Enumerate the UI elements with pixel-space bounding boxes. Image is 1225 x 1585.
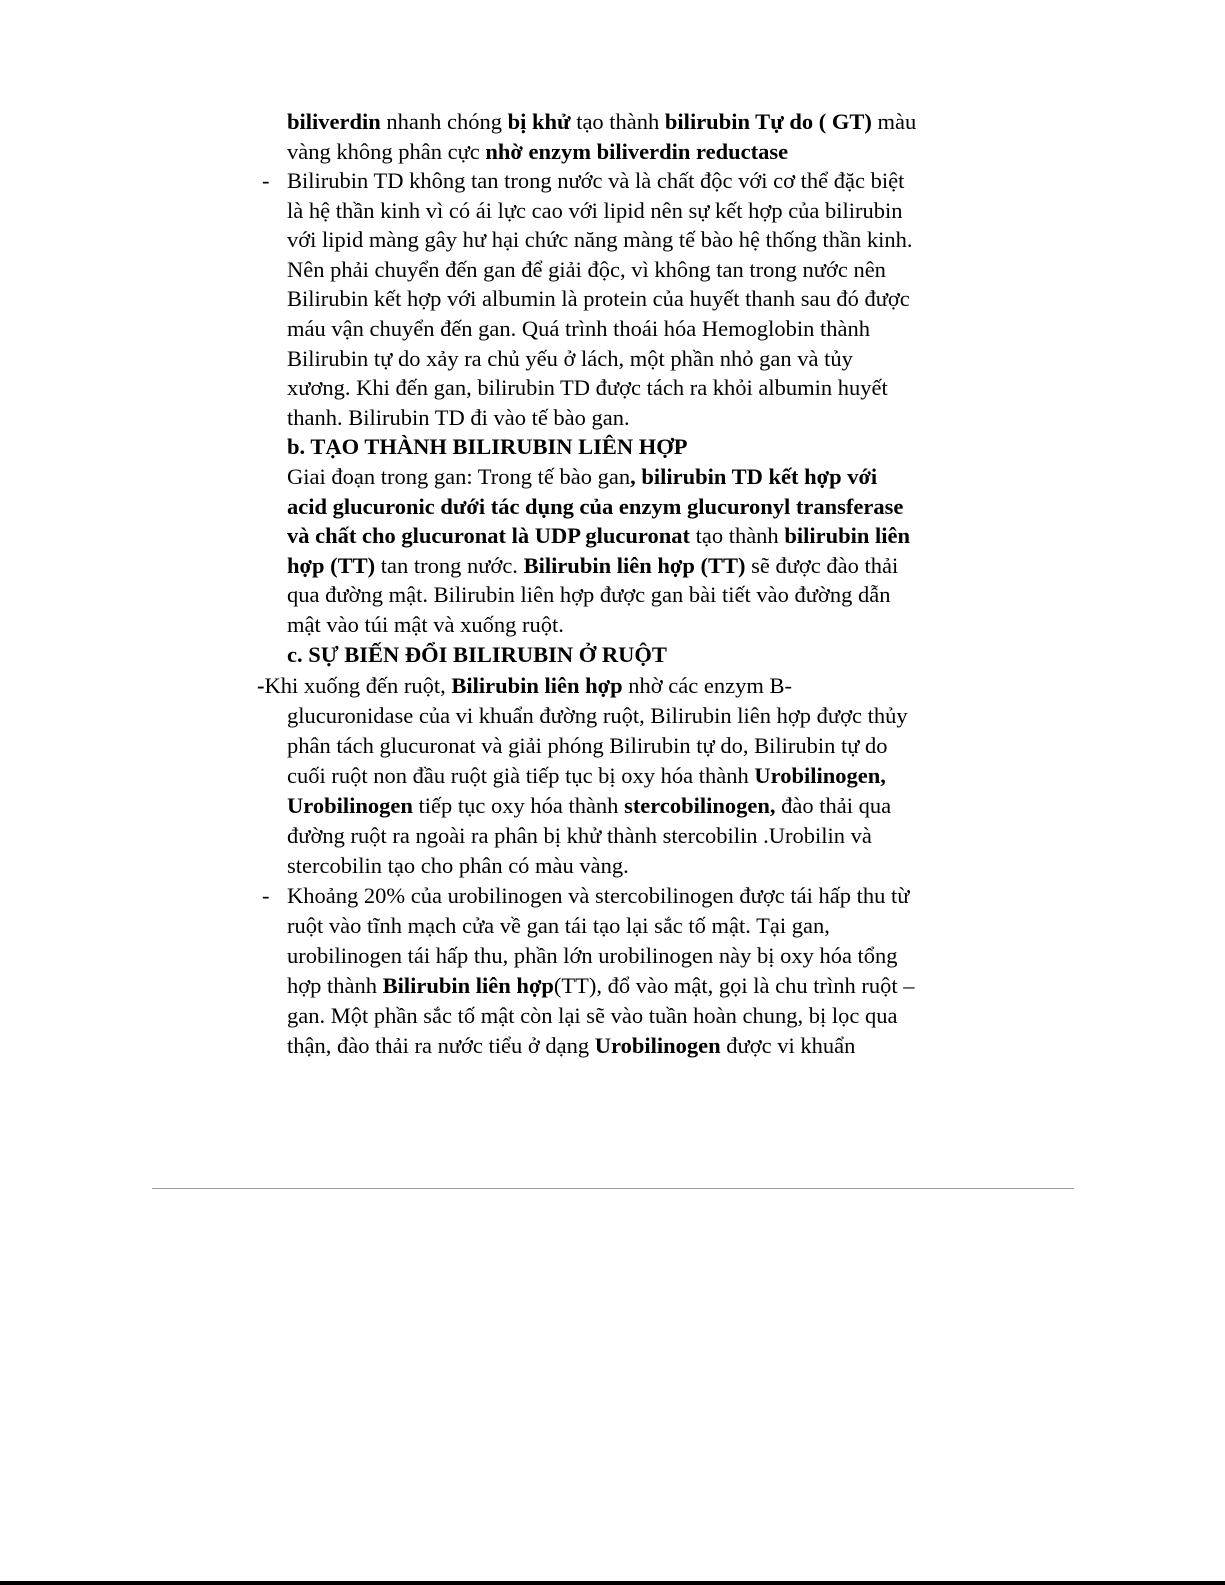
text-line [287, 941, 898, 971]
text-line [287, 791, 891, 821]
bold-text: acid glucuronic dưới tác dụng của enzym glucuronyl transferase [287, 493, 904, 519]
text-line [287, 911, 830, 941]
text-run: tạo thành [570, 109, 665, 134]
bold-text: Bilirubin liên hợp (TT) [523, 552, 746, 578]
page-bottom-edge [0, 1581, 1225, 1585]
text-line [287, 821, 872, 851]
text-run: Bilirubin TD không tan trong nước và là chất độc với cơ thể đặc biệt [287, 168, 905, 193]
bold-text: Bilirubin liên hợp [451, 673, 623, 698]
text-line [287, 403, 630, 433]
text-line [257, 671, 792, 701]
bold-text: Urobilinogen, [754, 763, 886, 788]
bold-text: Urobilinogen [287, 793, 413, 818]
text-run: qua đường mật. Bilirubin liên hợp được gan bài tiết vào đường dẫn [287, 582, 891, 608]
text-line [287, 492, 903, 522]
text-line [287, 107, 916, 137]
text-line [287, 255, 886, 285]
text-line [287, 851, 629, 881]
text-line [287, 432, 688, 462]
text-run: hợp thành [287, 973, 383, 998]
bold-text: - [257, 673, 265, 698]
text-run: nhanh chóng [380, 109, 508, 134]
text-run: xương. Khi đến gan, bilirubin TD được tách ra khỏi albumin huyết [287, 375, 888, 401]
text-run: thanh. Bilirubin TD đi vào tế bào gan. [287, 404, 630, 430]
text-run: được vi khuẩn [720, 1033, 856, 1058]
text-run: cuối ruột non đầu ruột già tiếp tục bị oxy hóa thành [287, 763, 755, 788]
text-line [287, 137, 788, 167]
bold-text: b. TẠO THÀNH BILIRUBIN LIÊN HỢP [287, 434, 688, 460]
bold-text: c. SỰ BIẾN ĐỔI BILIRUBIN Ở RUỘT [287, 642, 667, 667]
text-run: vàng không phân cực [287, 138, 486, 164]
text-line [287, 373, 888, 403]
text-line [287, 580, 890, 610]
text-run: Khi xuống đến ruột, [264, 673, 452, 698]
text-run: màu [871, 109, 917, 134]
bold-text: bilirubin Tự do ( GT) [664, 109, 872, 134]
text-run: phân tách glucuronat và giải phóng Bilirubin tự do, Bilirubin tự do [287, 733, 888, 758]
text-run: nhờ các enzym B- [622, 673, 792, 698]
bullet-dash: - [262, 883, 270, 908]
bullet-dash: - [262, 168, 270, 193]
text-run: Nên phải chuyển đến gan để giải độc, vì không tan trong nước nên [287, 256, 886, 282]
text-line [287, 731, 888, 761]
text-run: đào thải qua [775, 793, 892, 818]
text-run: tiếp tục oxy hóa thành [412, 793, 625, 818]
text-line [287, 971, 914, 1001]
text-line [287, 225, 913, 255]
text-run: (TT), đổ vào mật, gọi là chu trình ruột – [553, 973, 915, 998]
text-run: glucuronidase của vi khuẩn đường ruột, Bilirubin liên hợp được thủy [287, 703, 908, 728]
text-line [287, 1001, 897, 1031]
bold-text: bị khử [507, 109, 571, 134]
bold-text: và chất cho glucuronat là UDP glucuronat [287, 523, 690, 549]
text-line [287, 521, 910, 551]
text-run: thận, đào thải ra nước tiểu ở dạng [287, 1033, 595, 1058]
bold-text: , bilirubin TD kết hợp với [630, 464, 878, 489]
bold-text: hợp (TT) [287, 552, 376, 578]
page-divider [152, 1188, 1074, 1189]
bold-text: bilirubin liên [784, 523, 910, 549]
text-run: Giai đoạn trong gan: Trong tế bào gan [287, 464, 631, 489]
text-line [287, 701, 908, 731]
text-run: sẽ được đào thải [745, 552, 899, 578]
text-line [287, 761, 886, 791]
text-run: tan trong nước. [375, 552, 524, 578]
text-run: đường ruột ra ngoài ra phân bị khử thành stercobilin .Urobilin và [287, 823, 872, 848]
text-run: tạo thành [689, 523, 785, 549]
text-run: stercobilin tạo cho phân có màu vàng. [287, 853, 629, 878]
text-line [287, 344, 853, 374]
text-run: máu vận chuyển đến gan. Quá trình thoái hóa Hemoglobin thành [287, 316, 870, 341]
bold-text: Bilirubin liên hợp [382, 973, 554, 998]
text-line [287, 610, 564, 640]
text-line [287, 551, 898, 581]
bold-text: biliverdin [287, 109, 381, 134]
text-line [287, 314, 870, 344]
text-line [287, 1031, 855, 1061]
bold-text: nhờ enzym biliverdin reductase [485, 138, 789, 164]
text-line [287, 462, 877, 492]
bold-text: Urobilinogen [594, 1033, 721, 1058]
text-line [287, 640, 667, 670]
text-run: Bilirubin kết hợp với albumin là protein của huyết thanh sau đó được [287, 286, 910, 312]
text-run: gan. Một phần sắc tố mật còn lại sẽ vào tuần hoàn chung, bị lọc qua [287, 1003, 898, 1028]
text-run: là hệ thần kinh vì có ái lực cao với lipid nên sự kết hợp của bilirubin [287, 197, 903, 223]
text-run: ruột vào tĩnh mạch cửa về gan tái tạo lại sắc tố mật. Tại gan, [287, 913, 830, 938]
bold-text: stercobilinogen, [624, 793, 776, 818]
text-run: Bilirubin tự do xảy ra chủ yếu ở lách, một phần nhỏ gan và tủy [287, 345, 853, 371]
text-run: mật vào túi mật và xuống ruột. [287, 612, 564, 637]
text-line [287, 196, 903, 226]
text-line [287, 881, 909, 911]
text-line [287, 166, 904, 196]
text-run: Khoảng 20% của urobilinogen và stercobilinogen được tái hấp thu từ [287, 883, 910, 908]
text-run: với lipid màng gây hư hại chức năng màng tế bào hệ thống thần kinh. [287, 227, 913, 253]
text-run: urobilinogen tái hấp thu, phần lớn urobilinogen này bị oxy hóa tổng [287, 943, 898, 968]
text-line [287, 284, 910, 314]
